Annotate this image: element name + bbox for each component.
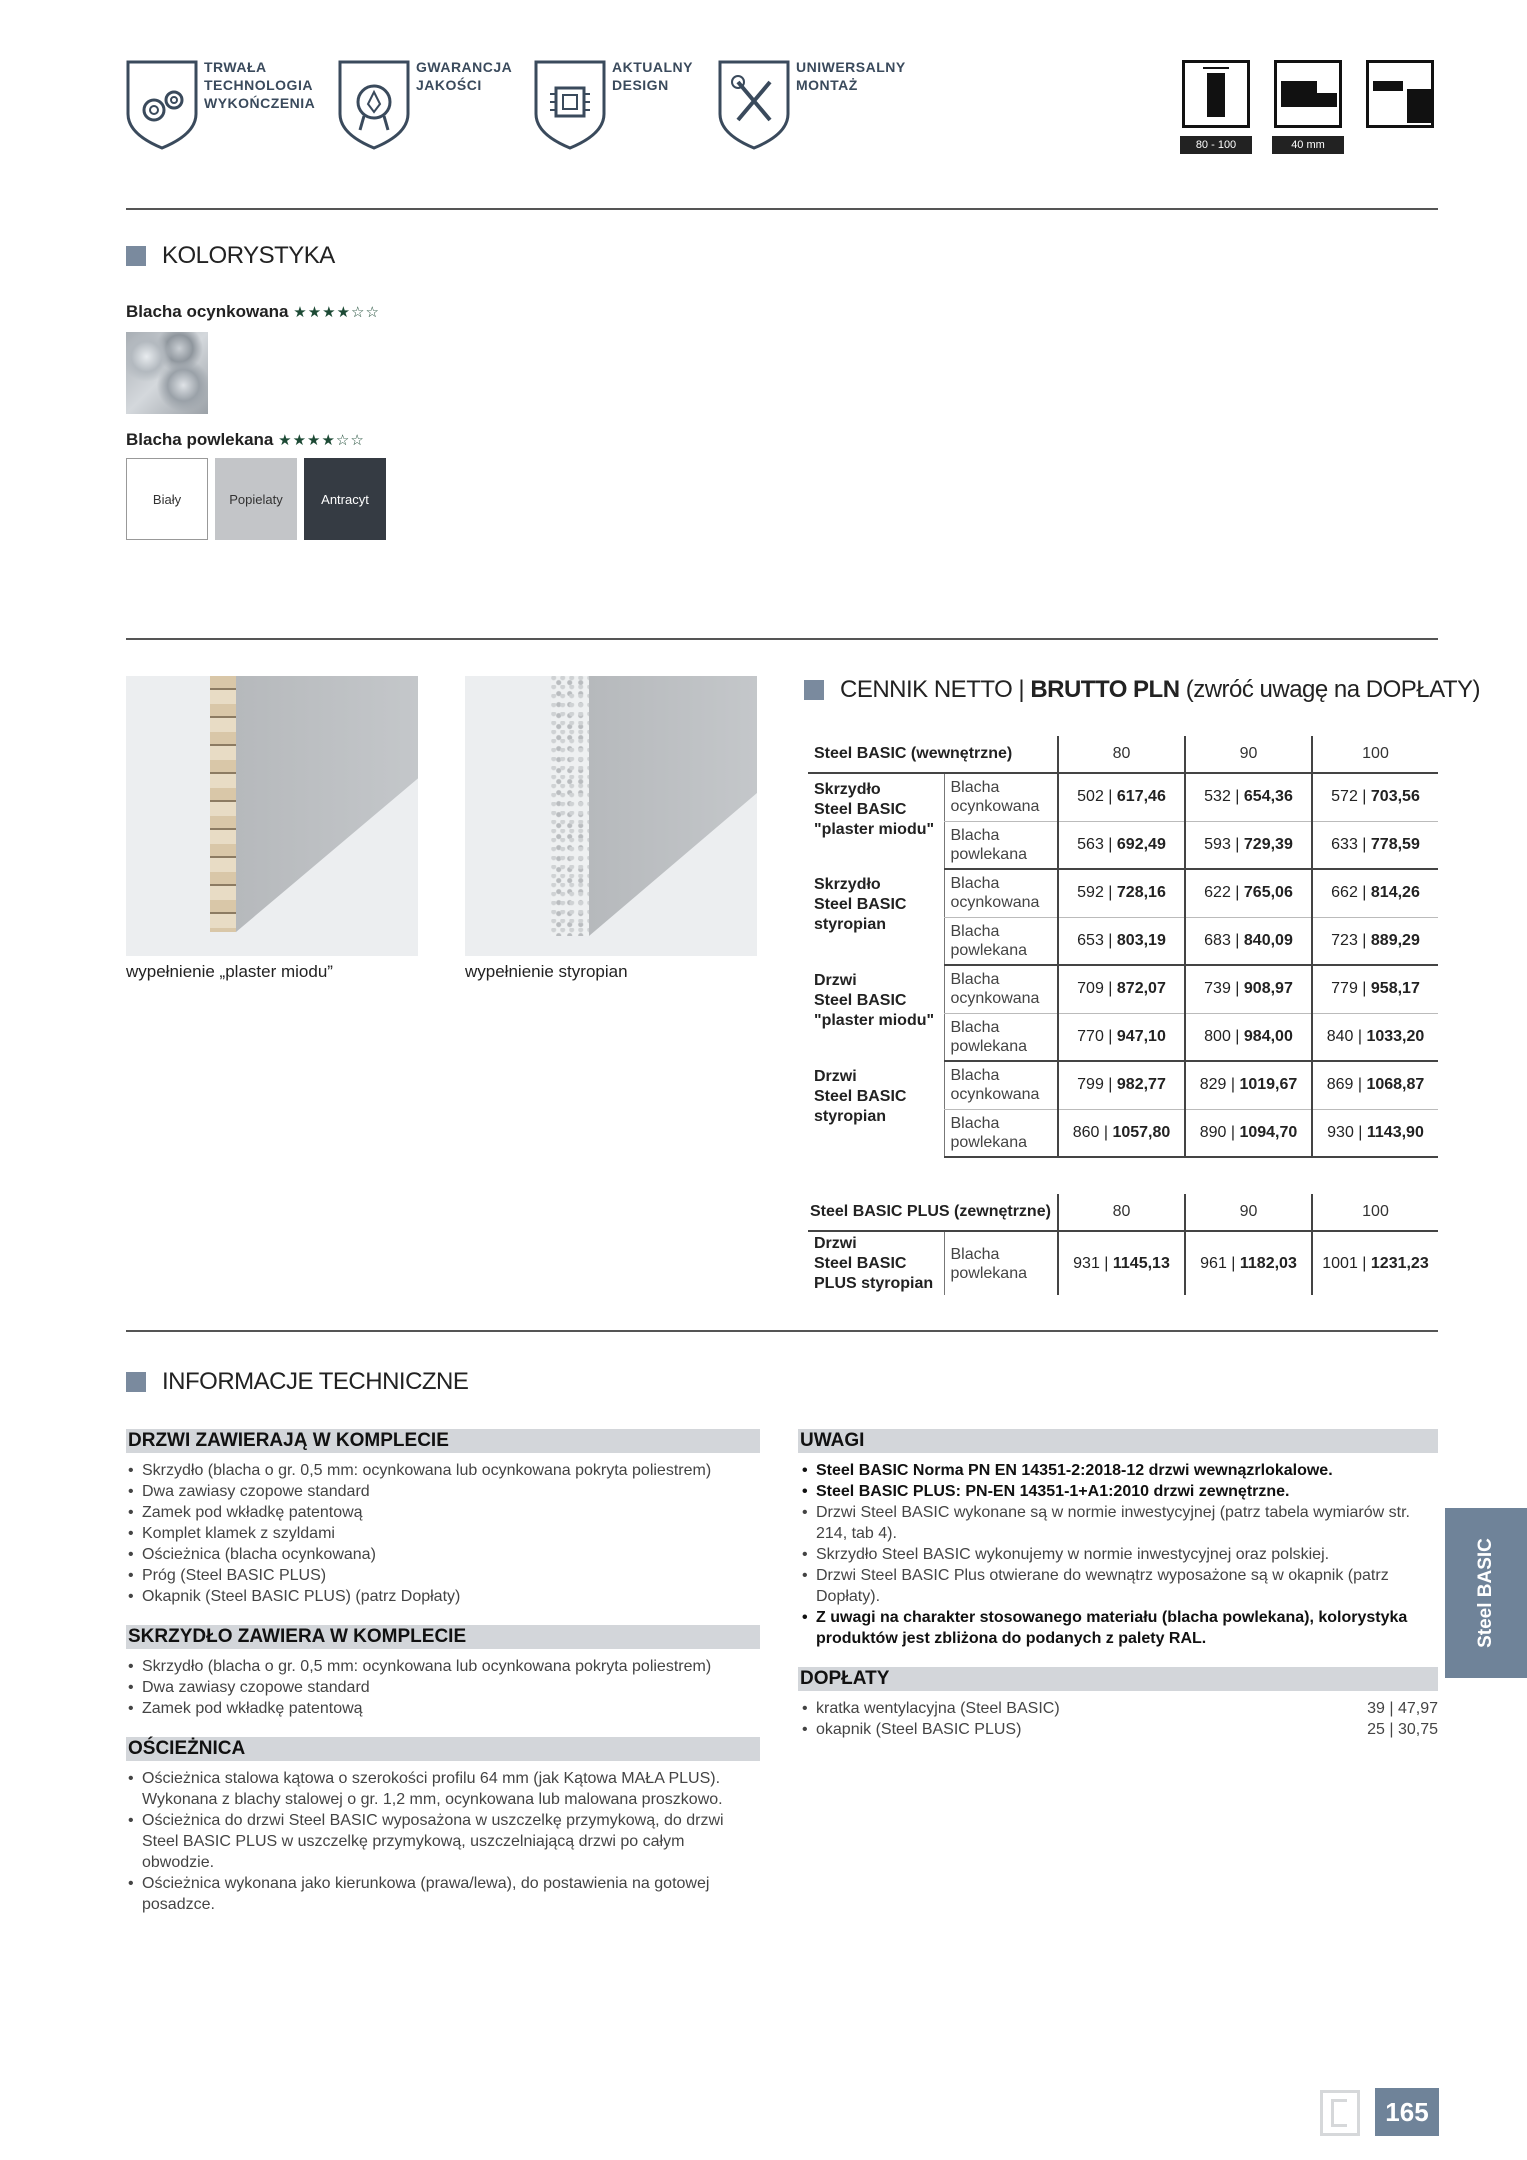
price-cell: 930 | 1143,90 bbox=[1312, 1109, 1438, 1157]
product-name: Skrzydło Steel BASIC "plaster miodu" bbox=[814, 781, 935, 838]
page-number: 165 bbox=[1375, 2088, 1439, 2136]
swatch-grey: Popielaty bbox=[215, 458, 297, 540]
price-table-plus bbox=[808, 1194, 1438, 1295]
powlekana-rating: ★★★★☆☆ bbox=[278, 432, 365, 449]
table-row bbox=[808, 965, 1438, 1013]
side-tab: Steel BASIC bbox=[1445, 1508, 1527, 1678]
door-thickness-icon bbox=[1274, 60, 1342, 128]
list-item: • Z uwagi na charakter stosowanego materiału (blacha powlekana), kolorystyka produktów jest zbliżona do podanych z palety RAL. bbox=[800, 1607, 1440, 1649]
list-item: • Dwa zawiasy czopowe standard bbox=[126, 1481, 756, 1502]
price-cell: 572 | 703,56 bbox=[1312, 773, 1438, 821]
tools-icon bbox=[716, 58, 792, 152]
cennik-heading: CENNIK NETTO | BRUTTO PLN (zwróć uwagę na DOPŁATY) bbox=[804, 676, 1480, 704]
price-cell: 931 | 1145,13 bbox=[1058, 1231, 1185, 1295]
gears-icon bbox=[124, 58, 200, 152]
material: Blacha ocynkowana bbox=[944, 1061, 1058, 1109]
uwagi-section-title: UWAGI bbox=[798, 1429, 1438, 1453]
price-cell: 770 | 947,10 bbox=[1058, 1013, 1185, 1061]
list-item: • Steel BASIC PLUS: PN-EN 14351-1+A1:2010 drzwi zewnętrzne. bbox=[800, 1481, 1440, 1502]
col-100: 100 bbox=[1312, 736, 1438, 773]
heading-marker bbox=[804, 680, 824, 700]
list-item: • Skrzydło (blacha o gr. 0,5 mm: ocynkowana lub ocynkowana pokryta poliestrem) bbox=[126, 1460, 756, 1481]
badge-mounting bbox=[716, 58, 906, 152]
table-title: Steel BASIC PLUS (zewnętrzne) bbox=[808, 1194, 1058, 1231]
list-item: • Komplet klamek z szyldami bbox=[126, 1523, 756, 1544]
product-name: Drzwi Steel BASIC styropian bbox=[814, 1068, 907, 1125]
drzwi-section-title: DRZWI ZAWIERAJĄ W KOMPLECIE bbox=[126, 1429, 760, 1453]
list-item: • Dwa zawiasy czopowe standard bbox=[126, 1677, 756, 1698]
price-cell: 869 | 1068,87 bbox=[1312, 1061, 1438, 1109]
price-cell: 622 | 765,06 bbox=[1185, 869, 1312, 917]
table-row bbox=[808, 869, 1438, 917]
list-item: • Zamek pod wkładkę patentową bbox=[126, 1502, 756, 1523]
table-title: Steel BASIC (wewnętrzne) bbox=[808, 736, 1058, 773]
list-item: • Ościeżnica (blacha ocynkowana) bbox=[126, 1544, 756, 1565]
price-cell: 723 | 889,29 bbox=[1312, 917, 1438, 965]
thickness-label: 40 mm bbox=[1272, 136, 1344, 154]
door-width-icon bbox=[1182, 60, 1250, 128]
col-100: 100 bbox=[1312, 1194, 1438, 1231]
doplaty-section-title: DOPŁATY bbox=[798, 1667, 1438, 1691]
swatch-anthracite: Antracyt bbox=[304, 458, 386, 540]
uwagi-list bbox=[800, 1460, 1440, 1649]
price-cell: 1001 | 1231,23 bbox=[1312, 1231, 1438, 1295]
ocynkowana-label: Blacha ocynkowana bbox=[126, 302, 289, 321]
material: Blacha powlekana bbox=[944, 1231, 1058, 1295]
price-cell: 593 | 729,39 bbox=[1185, 821, 1312, 869]
table-row bbox=[808, 1231, 1438, 1295]
list-item: • kratka wentylacyjna (Steel BASIC) 39 | 47,97 bbox=[800, 1698, 1438, 1719]
price-cell: 532 | 654,36 bbox=[1185, 773, 1312, 821]
col-90: 90 bbox=[1185, 1194, 1312, 1231]
material: Blacha ocynkowana bbox=[944, 773, 1058, 821]
honeycomb-image bbox=[126, 676, 418, 956]
list-item: • Ościeżnica do drzwi Steel BASIC wyposażona w uszczelkę przymykową, do drzwi Steel BASIC PLUS w uszczelkę przymykową, uszczelniającą drzwi po całym obwodzie. bbox=[126, 1810, 756, 1873]
price-cell: 829 | 1019,67 bbox=[1185, 1061, 1312, 1109]
price-cell: 799 | 982,77 bbox=[1058, 1061, 1185, 1109]
styrofoam-image bbox=[465, 676, 757, 956]
material: Blacha powlekana bbox=[944, 821, 1058, 869]
product-name: Skrzydło Steel BASIC styropian bbox=[814, 876, 907, 933]
product-name: Drzwi Steel BASIC "plaster miodu" bbox=[814, 972, 935, 1029]
info-heading: INFORMACJE TECHNICZNE bbox=[126, 1368, 468, 1396]
col-80: 80 bbox=[1058, 736, 1185, 773]
price-cell: 683 | 840,09 bbox=[1185, 917, 1312, 965]
brand-logo-icon bbox=[1320, 2090, 1360, 2136]
chip-icon bbox=[532, 58, 608, 152]
price-cell: 502 | 617,46 bbox=[1058, 773, 1185, 821]
col-90: 90 bbox=[1185, 736, 1312, 773]
ocynkowana-row bbox=[126, 302, 380, 322]
price-cell: 633 | 778,59 bbox=[1312, 821, 1438, 869]
price-cell: 860 | 1057,80 bbox=[1058, 1109, 1185, 1157]
heading-marker bbox=[126, 246, 146, 266]
product-name: Drzwi Steel BASIC PLUS styropian bbox=[814, 1234, 934, 1292]
divider-bottom bbox=[126, 1330, 1438, 1332]
price-cell: 961 | 1182,03 bbox=[1185, 1231, 1312, 1295]
badge-mounting-label: UNIWERSALNY MONTAŻ bbox=[796, 59, 906, 93]
oscieznica-section-title: OŚCIEŻNICA bbox=[126, 1737, 760, 1761]
drzwi-list bbox=[126, 1460, 756, 1607]
door-installation-icon bbox=[1366, 60, 1434, 128]
list-item: • Zamek pod wkładkę patentową bbox=[126, 1698, 756, 1719]
price-cell: 739 | 908,97 bbox=[1185, 965, 1312, 1013]
price-cell: 662 | 814,26 bbox=[1312, 869, 1438, 917]
honeycomb-caption: wypełnienie „plaster miodu” bbox=[126, 962, 333, 981]
width-label: 80 - 100 bbox=[1180, 136, 1252, 154]
ocynkowana-rating: ★★★★☆☆ bbox=[293, 304, 380, 321]
price-cell: 800 | 984,00 bbox=[1185, 1013, 1312, 1061]
heading-marker bbox=[126, 1372, 146, 1392]
divider-mid bbox=[126, 638, 1438, 640]
list-item: • Drzwi Steel BASIC wykonane są w normie inwestycyjnej (patrz tabela wymiarów str. 214, tab 4). bbox=[800, 1502, 1440, 1544]
price-cell: 890 | 1094,70 bbox=[1185, 1109, 1312, 1157]
divider-top bbox=[126, 208, 1438, 210]
price-cell: 563 | 692,49 bbox=[1058, 821, 1185, 869]
price-cell: 653 | 803,19 bbox=[1058, 917, 1185, 965]
skrzydlo-list bbox=[126, 1656, 756, 1719]
swatch-white: Biały bbox=[126, 458, 208, 540]
list-item: • Okapnik (Steel BASIC PLUS) (patrz Dopłaty) bbox=[126, 1586, 756, 1607]
price-cell: 592 | 728,16 bbox=[1058, 869, 1185, 917]
badge-quality-label: GWARANCJA JAKOŚCI bbox=[416, 59, 513, 93]
price-table-basic bbox=[808, 736, 1438, 1158]
list-item: • Ościeżnica stalowa kątowa o szerokości profilu 64 mm (jak Kątowa MAŁA PLUS). Wykonana z blachy stalowej o gr. 1,2 mm, ocynkowana lub malowana proszkowo. bbox=[126, 1768, 756, 1810]
price-cell: 779 | 958,17 bbox=[1312, 965, 1438, 1013]
doplaty-list bbox=[800, 1698, 1438, 1740]
col-80: 80 bbox=[1058, 1194, 1185, 1231]
badge-durable-label: TRWAŁA TECHNOLOGIA WYKOŃCZENIA bbox=[204, 59, 316, 111]
badge-design bbox=[532, 58, 693, 152]
list-item: • Steel BASIC Norma PN EN 14351-2:2018-12 drzwi wewnązrlokalowe. bbox=[800, 1460, 1440, 1481]
kolorystyka-heading: KOLORYSTYKA bbox=[126, 242, 335, 270]
quality-seal-icon bbox=[336, 58, 412, 152]
price-cell: 840 | 1033,20 bbox=[1312, 1013, 1438, 1061]
material: Blacha ocynkowana bbox=[944, 869, 1058, 917]
list-item: • Drzwi Steel BASIC Plus otwierane do wewnątrz wyposażone są w okapnik (patrz Dopłaty). bbox=[800, 1565, 1440, 1607]
skrzydlo-section-title: SKRZYDŁO ZAWIERA W KOMPLECIE bbox=[126, 1625, 760, 1649]
list-item: • Skrzydło Steel BASIC wykonujemy w normie inwestycyjnej oraz polskiej. bbox=[800, 1544, 1440, 1565]
powlekana-label: Blacha powlekana bbox=[126, 430, 274, 449]
list-item: • Skrzydło (blacha o gr. 0,5 mm: ocynkowana lub ocynkowana pokryta poliestrem) bbox=[126, 1656, 756, 1677]
list-item: • okapnik (Steel BASIC PLUS) 25 | 30,75 bbox=[800, 1719, 1438, 1740]
list-item: • Ościeżnica wykonana jako kierunkowa (prawa/lewa), do postawienia na gotowej posadzce. bbox=[126, 1873, 756, 1915]
price-cell: 709 | 872,07 bbox=[1058, 965, 1185, 1013]
material: Blacha powlekana bbox=[944, 1013, 1058, 1061]
material: Blacha ocynkowana bbox=[944, 965, 1058, 1013]
material: Blacha powlekana bbox=[944, 1109, 1058, 1157]
table-row bbox=[808, 773, 1438, 821]
list-item: • Próg (Steel BASIC PLUS) bbox=[126, 1565, 756, 1586]
table-row bbox=[808, 1061, 1438, 1109]
oscieznica-list bbox=[126, 1768, 756, 1915]
styrofoam-caption: wypełnienie styropian bbox=[465, 962, 628, 981]
powlekana-row bbox=[126, 430, 365, 450]
galvanized-swatch bbox=[126, 332, 208, 414]
badge-design-label: AKTUALNY DESIGN bbox=[612, 59, 693, 93]
badge-quality bbox=[336, 58, 512, 152]
material: Blacha powlekana bbox=[944, 917, 1058, 965]
badge-durable bbox=[124, 58, 315, 152]
